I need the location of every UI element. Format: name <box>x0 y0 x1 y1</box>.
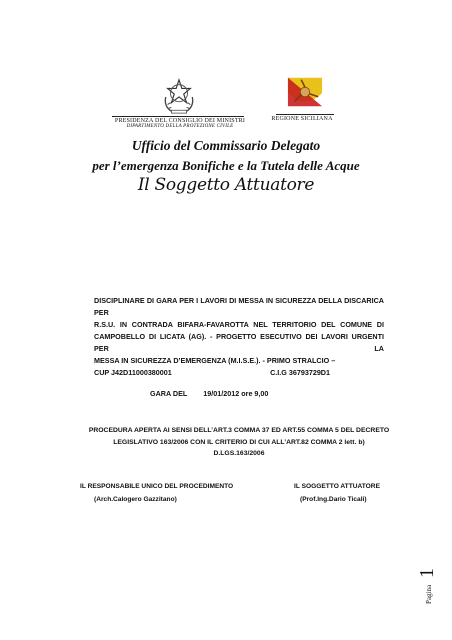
right-logo-caption: REGIONE SICILIANA <box>271 116 333 122</box>
office-title: Ufficio del Commissario Delegato <box>131 138 321 153</box>
description-line-4: MESSA IN SICUREZZA D’EMERGENZA (M.I.S.E.). - PRIMO STRALCIO – <box>94 356 336 365</box>
attuatore-signature-block <box>294 480 380 506</box>
left-caption-line1: PRESIDENZA DEL CONSIGLIO DEI MINISTRI <box>114 118 246 124</box>
gara-date: 19/01/2012 ore 9,00 <box>203 389 269 398</box>
rup-role: IL RESPONSABILE UNICO DEL PROCEDIMENTO <box>80 483 234 490</box>
left-logo-divider <box>112 116 244 117</box>
rup-signature-block <box>80 480 233 506</box>
codes-row <box>94 367 384 379</box>
tender-description <box>94 295 384 379</box>
left-logo-caption <box>110 118 250 129</box>
italian-republic-emblem-icon <box>160 76 198 116</box>
rup-name: (Arch.Calogero Gazzitano) <box>94 496 177 503</box>
gara-line <box>150 389 282 398</box>
gara-label: GARA DEL <box>150 389 188 398</box>
description-line-2: R.S.U. IN CONTRADA BIFARA-FAVAROTTA NEL TERRITORIO DEL COMUNE DI <box>94 320 384 329</box>
cup-code: CUP J42D11000380001 <box>94 368 172 377</box>
right-logo-divider <box>276 114 334 115</box>
attuatore-role: IL SOGGETTO ATTUATORE <box>294 483 380 490</box>
pagina-label: Pagina <box>425 584 433 604</box>
sicilian-trinacria-icon <box>284 74 326 110</box>
procedure-line-2: LEGISLATIVO 163/2006 CON IL CRITERIO DI CUI ALL’ART.82 COMMA 2 lett. b) <box>113 438 365 446</box>
description-line-3: CAMPOBELLO DI LICATA (AG). - PROGETTO ESECUTIVO DEI LAVORI URGENTI PER LA <box>94 332 384 353</box>
procedure-line-1: PROCEDURA APERTA AI SENSI DELL’ART.3 COMMA 37 ED ART.55 COMMA 5 DEL DECRETO <box>88 427 390 434</box>
office-subtitle: per l’emergenza Bonifiche e la Tutela delle Acque <box>92 158 360 173</box>
soggetto-attuatore-heading: Il Soggetto Attuatore <box>137 175 315 195</box>
page-number <box>414 536 438 606</box>
procedure-line-3: D.LGS.163/2006 <box>213 450 265 457</box>
left-caption-line2: DIPARTIMENTO DELLA PROTEZIONE CIVILE <box>126 124 234 129</box>
description-line-1: DISCIPLINARE DI GARA PER I LAVORI DI MESSA IN SICUREZZA DELLA DISCARICA PER <box>94 296 384 317</box>
procedure-text <box>84 425 394 460</box>
cig-code: C.I.G 36793729D1 <box>270 368 330 377</box>
attuatore-name: (Prof.Ing.Dario Ticali) <box>300 496 367 503</box>
page-number-value: 1 <box>416 568 438 578</box>
